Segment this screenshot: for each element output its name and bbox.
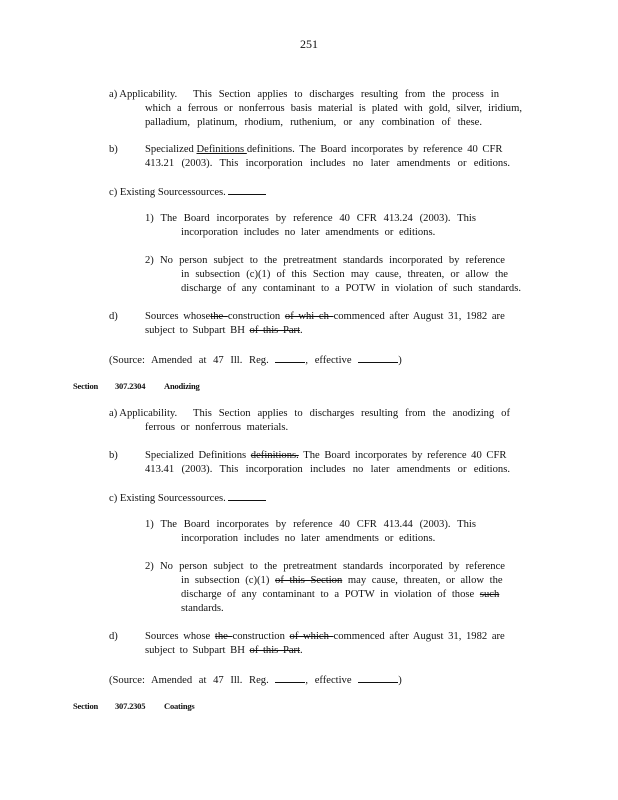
c2-line3: discharge of any contaminant to a POTW in violation of such standards. [181, 283, 521, 294]
c2-line3-deleted: such [479, 589, 500, 600]
b-deleted-text: definitions [246, 144, 293, 155]
section-number: 307.2304 [115, 381, 146, 391]
subsection-a-heading: a) Applicability. [109, 89, 178, 100]
subsection-d-line1 [145, 311, 505, 322]
c1-line1: 1) The Board incorporates by reference 40 CFR 413.44 (2003). This [145, 519, 476, 530]
d-text-post: commenced after August 31, 1982 are [333, 311, 505, 322]
c2-line4: standards. [181, 603, 224, 614]
subsection-b-line1 [145, 144, 535, 155]
d-line2-post: . [300, 325, 303, 336]
b-text-pre: Specialized Definitions [145, 450, 251, 461]
section-number: 307.2305 [115, 701, 146, 711]
source-date-blank [358, 353, 398, 363]
source-note-mid: , effective [305, 355, 352, 366]
c2-line3 [181, 589, 499, 600]
d-deleted-of-which: of whi ch [284, 311, 334, 322]
subsection-a-line3: palladium, platinum, rhodium, ruthenium, or any combination of these. [145, 117, 482, 128]
c2-line1: 2) No person subject to the pretreatment standards incorporated by reference [145, 561, 505, 572]
d-text-pre: Sources whose [145, 631, 215, 642]
subsection-b-label: b) [109, 450, 118, 461]
d-line2-deleted: of this Part [249, 325, 301, 336]
c2-line2 [181, 575, 503, 586]
source-note-pre: (Source: Amended at 47 Ill. Reg. [109, 675, 269, 686]
subsection-d-line1 [145, 631, 505, 642]
d-text-pre: Sources whose [145, 311, 211, 322]
subsection-d-line2 [145, 645, 303, 656]
subsection-a-line2: which a ferrous or nonferrous basis material is plated with gold, silver, iridium, [145, 103, 522, 114]
c2-line2: in subsection (c)(1) of this Section may cause, threaten, or allow the [181, 269, 508, 280]
source-note-end: ) [398, 675, 402, 686]
section-label: Section [73, 701, 99, 711]
d-text-mid: construction [227, 311, 285, 322]
source-note-end: ) [398, 355, 402, 366]
section-label: Section [73, 381, 99, 391]
part2-source-note [109, 673, 402, 686]
source-note-mid: , effective [305, 675, 352, 686]
subsection-c-blank [228, 185, 266, 195]
b-text-post: The Board incorporates by reference 40 CFR [298, 450, 507, 461]
c2-line2-pre: in subsection (c)(1) [181, 575, 276, 586]
d-line2-pre: subject to Subpart BH [145, 645, 250, 656]
d-deleted-the: the [210, 311, 228, 322]
page-number: 251 [300, 37, 318, 51]
part1-source-note [109, 353, 402, 366]
c2-line2-post: may cause, threaten, or allow the [342, 575, 503, 586]
part1-subsection-c-heading [109, 185, 266, 198]
subsection-a-heading: a) Applicability. [109, 408, 178, 419]
subsection-d-line2 [145, 325, 303, 336]
subsection-b-line2: 413.21 (2003). This incorporation includes no later amendments or editions. [145, 158, 510, 169]
subsection-a-line1: This Section applies to discharges resulting from the anodizing of [193, 408, 510, 419]
subsection-a-line1: This Section applies to discharges resulting from the process in [193, 89, 499, 100]
b-deleted-text: definitions. [250, 450, 299, 461]
d-line2-post: . [300, 645, 303, 656]
source-reg-blank [275, 673, 305, 683]
d-line2-pre: subject to Subpart BH [145, 325, 250, 336]
source-note-pre: (Source: Amended at 47 Ill. Reg. [109, 355, 269, 366]
c2-line1: 2) No person subject to the pretreatment standards incorporated by reference [145, 255, 505, 266]
section-title: Anodizing [164, 381, 200, 391]
source-date-blank [358, 673, 398, 683]
subsection-c-heading-text: c) Existing Sourcessources. [109, 493, 226, 504]
subsection-b-line1 [145, 450, 506, 461]
subsection-d-label: d) [109, 631, 118, 642]
source-reg-blank [275, 353, 305, 363]
subsection-a-line2: ferrous or nonferrous materials. [145, 422, 289, 433]
subsection-b-line2: 413.41 (2003). This incorporation includes no later amendments or editions. [145, 464, 510, 475]
subsection-b-label: b) [109, 144, 118, 155]
d-text-mid: construction [232, 631, 290, 642]
subsection-c-blank [228, 491, 266, 501]
b-text-post: . The Board incorporates by reference 40 CFR [292, 144, 503, 155]
c1-line2: incorporation includes no later amendments or editions. [181, 533, 436, 544]
c1-line2: incorporation includes no later amendments or editions. [181, 227, 436, 238]
c2-line2-deleted: of this Section [275, 575, 343, 586]
part2-subsection-c-heading [109, 491, 266, 504]
d-text-post: commenced after August 31, 1982 are [333, 631, 505, 642]
b-inserted-text: Definitions [196, 144, 247, 155]
d-deleted-of-which: of which [289, 631, 334, 642]
subsection-d-label: d) [109, 311, 118, 322]
b-text-pre: Specialized [145, 144, 197, 155]
section-title: Coatings [164, 701, 195, 711]
subsection-c-heading-text: c) Existing Sourcessources. [109, 187, 226, 198]
c1-line1: 1) The Board incorporates by reference 40 CFR 413.24 (2003). This [145, 213, 476, 224]
c2-line3-pre: discharge of any contaminant to a POTW in violation of those [181, 589, 480, 600]
d-deleted-the: the [214, 631, 233, 642]
d-line2-deleted: of this Part [249, 645, 301, 656]
